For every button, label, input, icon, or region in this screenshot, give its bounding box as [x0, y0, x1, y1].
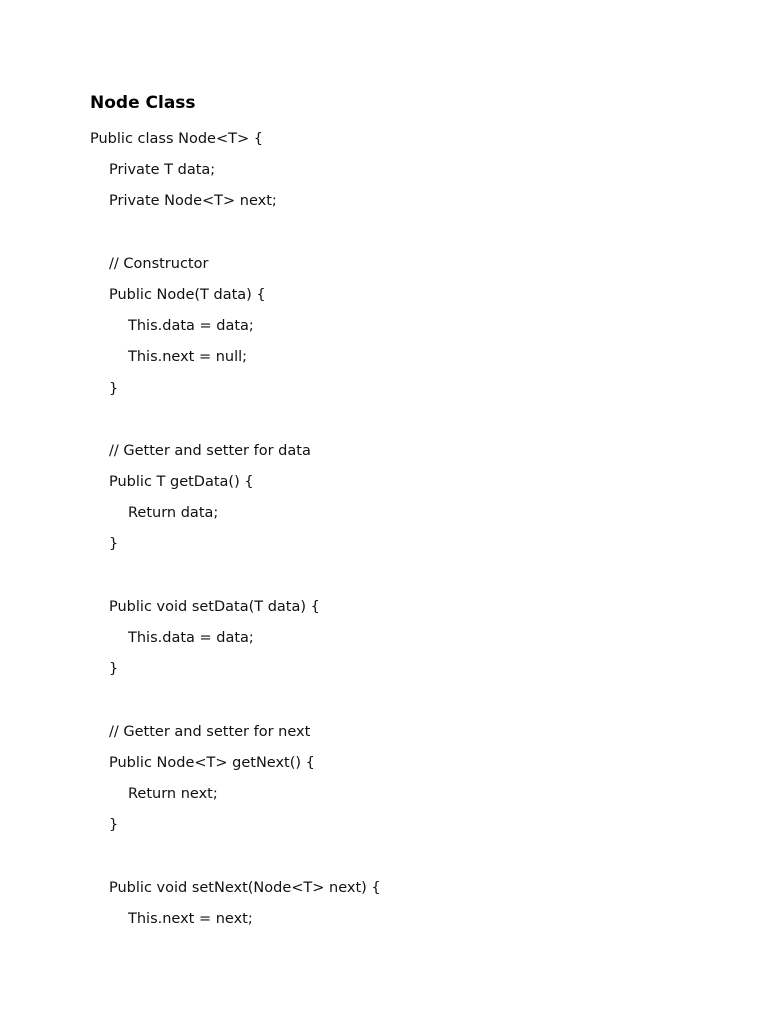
code-block — [90, 124, 710, 935]
blank-line — [90, 685, 710, 716]
code-line: Public T getData() { — [109, 474, 254, 491]
code-line: This.data = data; — [128, 318, 254, 335]
blank-line — [90, 561, 710, 592]
code-line: } — [109, 817, 119, 834]
code-line: } — [109, 661, 119, 678]
code-line: // Constructor — [109, 255, 209, 272]
code-line: This.next = null; — [128, 349, 248, 366]
code-line: Return next; — [128, 785, 218, 802]
blank-line — [90, 218, 710, 249]
code-line: Private Node<T> next; — [109, 193, 277, 210]
code-line: Public Node(T data) { — [109, 286, 266, 303]
code-line: This.data = data; — [128, 630, 254, 646]
document-page — [90, 90, 710, 935]
code-line: Public void setData(T data) { — [109, 598, 320, 615]
code-line: Return data; — [128, 505, 219, 522]
code-line: // Getter and setter for data — [109, 442, 311, 459]
code-line: } — [109, 536, 119, 553]
code-line: // Getter and setter for next — [109, 723, 311, 740]
code-line: This.next = next; — [128, 910, 253, 927]
code-line: Public void setNext(Node<T> next) { — [109, 879, 381, 896]
code-line: Public Node<T> getNext() { — [109, 754, 315, 771]
code-line: Private T data; — [109, 162, 216, 179]
code-line: Public class Node<T> { — [90, 131, 263, 147]
blank-line — [90, 841, 710, 872]
blank-line — [90, 405, 710, 436]
page-title: Node Class — [90, 93, 196, 113]
code-line: } — [109, 380, 119, 397]
